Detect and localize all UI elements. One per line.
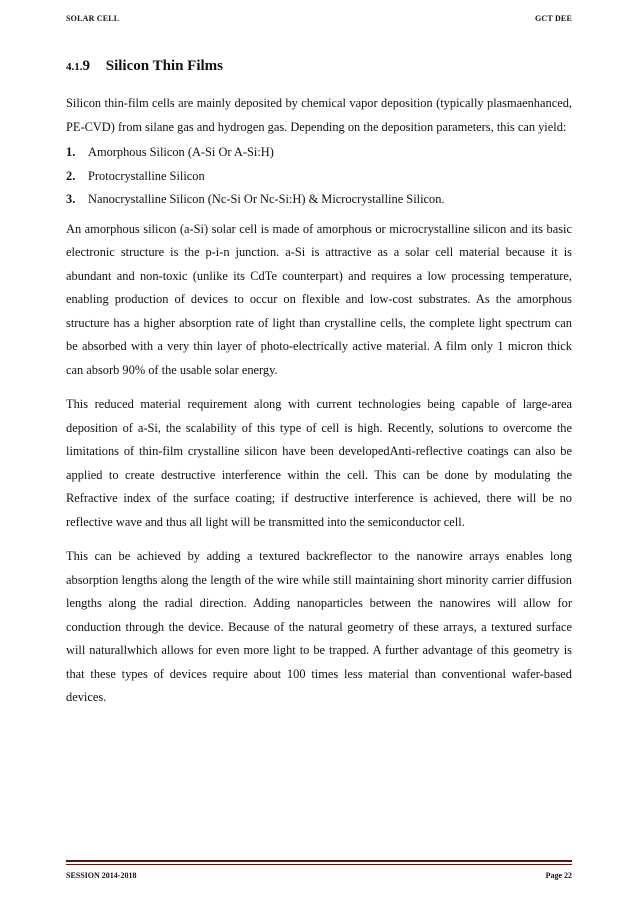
list-item-number: 3.	[66, 192, 76, 206]
list-item-text: Amorphous Silicon (A-Si Or A-Si:H)	[88, 145, 274, 159]
list-item	[66, 165, 572, 189]
body-paragraph: This can be achieved by adding a textured backreflector to the nanowire arrays enables long absorption lengths along the length of the wire while still maintaining short minority carrier diffusion lengths along the radial direction. Adding nanoparticles between the nanowires will allow for conduction through the device. Because of the natural geometry of these arrays, a textured surface will naturallwhich allows for even more light to be trapped. A further advantage of this geometry is that these types of devices require about 100 times less material than conventional wafer-based devices.	[66, 549, 572, 704]
page-header	[66, 14, 572, 23]
list-item-text: Nanocrystalline Silicon (Nc-Si Or Nc-Si:H) & Microcrystalline Silicon.	[88, 192, 445, 206]
list-item-number: 2.	[66, 168, 76, 183]
section-number-suffix: 9	[82, 58, 90, 74]
header-right: GCT DEE	[534, 14, 572, 23]
page-body	[66, 92, 572, 721]
footer-rule-thin	[66, 864, 572, 865]
deposition-list	[66, 141, 572, 212]
body-paragraph: An amorphous silicon (a-Si) solar cell is made of amorphous or microcrystalline silicon and its basic electronic structure is the p-i-n junction. a-Si is attractive as a solar cell material because it is abundant and non-toxic (unlike its CdTe counterpart) and requires a low processing temperature, enabling production of devices to occur on flexible and low-cost substrates. As the amorphous structure has a higher absorption rate of light than crystalline cells, the complete light spectrum can be absorbed with a very thin layer of photo-electrically active material. A film only 1 micron thick can absorb 90% of the usable solar energy.	[66, 221, 572, 377]
section-number-prefix: 4.1.	[66, 61, 83, 73]
body-paragraph: This reduced material requirement along with current technologies being capable of large-area deposition of a-Si, the scalability of this type of cell is high. Recently, solutions to overcome the limitations of thin-film crystalline silicon have been developedAnti-reflective coatings can also be applied to create destructive interference within the cell. This can be done by modulating the Refractive index of the surface coating; if destructive interference is achieved, there will be no reflective wave and thus all light will be transmitted into the semiconductor cell.	[66, 397, 572, 529]
intro-paragraph: Silicon thin-film cells are mainly deposited by chemical vapor deposition (typically plasmaenhanced, PE-CVD) from silane gas and hydrogen gas. Depending on the deposition parameters, this can yield:	[66, 96, 572, 134]
page-number: Page 22	[545, 871, 572, 880]
list-item-number: 1.	[66, 145, 76, 159]
list-item	[66, 141, 572, 165]
header-left: SOLAR CELL	[66, 14, 120, 23]
footer-rule-thick	[66, 860, 572, 862]
footer-left: SESSION 2014-2018	[66, 871, 137, 880]
section-heading	[66, 58, 223, 75]
list-item-text: Protocrystalline Silicon	[88, 168, 205, 183]
list-item	[66, 188, 572, 212]
page-footer	[66, 871, 572, 880]
section-title: Silicon Thin Films	[105, 58, 224, 74]
